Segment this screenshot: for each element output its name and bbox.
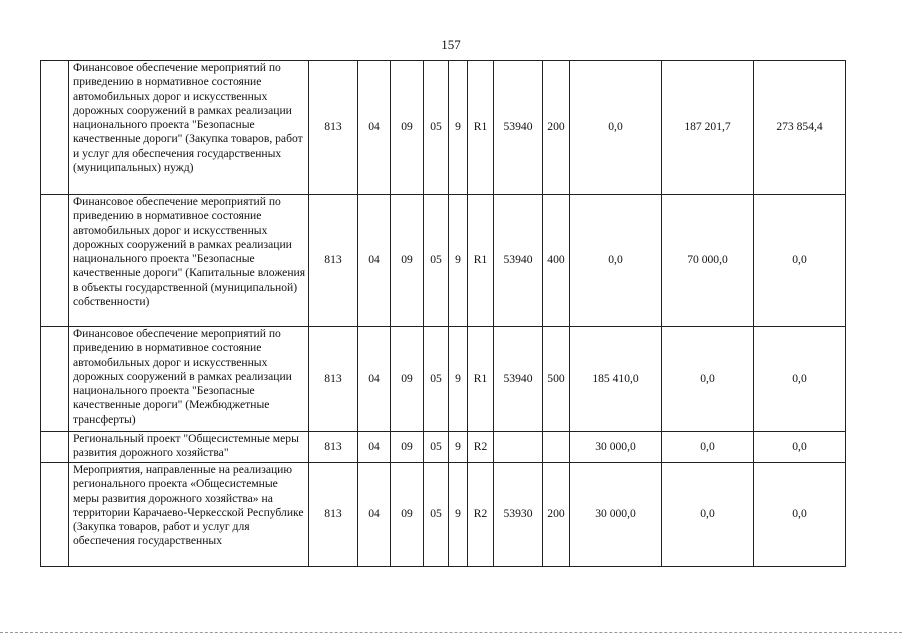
ministry-code-cell: 813 [309,61,358,195]
table-row [41,463,846,567]
amount-year1-cell: 185 410,0 [570,327,662,432]
program-code-cell: 05 [424,463,449,567]
amount-year2-cell: 70 000,0 [662,195,754,327]
subprogram-code-cell: 9 [449,463,468,567]
subsection-code-cell: 09 [391,432,424,463]
number-cell [41,327,69,432]
amount-year2-cell: 0,0 [662,327,754,432]
expense-type-cell [543,432,570,463]
section-code-cell: 04 [358,61,391,195]
number-cell [41,195,69,327]
table-row [41,432,846,463]
amount-year3-cell: 0,0 [754,195,846,327]
program-code-cell: 05 [424,432,449,463]
direction-code-cell [494,432,543,463]
project-code-cell: R1 [468,195,494,327]
description-cell: Мероприятия, направленные на реализацию регионального проекта «Общесистемные меры развития дорожного хозяйства» на территории Карачаево-Черкесской Республике (Закупка товаров, работ и услуг для обеспечения государственных [69,463,309,567]
subprogram-code-cell: 9 [449,195,468,327]
amount-year1-cell: 0,0 [570,61,662,195]
program-code-cell: 05 [424,327,449,432]
project-code-cell: R2 [468,432,494,463]
budget-table [40,60,846,567]
ministry-code-cell: 813 [309,463,358,567]
project-code-cell: R1 [468,61,494,195]
subprogram-code-cell: 9 [449,327,468,432]
subsection-code-cell: 09 [391,327,424,432]
amount-year3-cell: 273 854,4 [754,61,846,195]
program-code-cell: 05 [424,195,449,327]
amount-year2-cell: 0,0 [662,432,754,463]
number-cell [41,61,69,195]
direction-code-cell: 53940 [494,195,543,327]
subprogram-code-cell: 9 [449,61,468,195]
scan-edge-line [0,632,902,634]
section-code-cell: 04 [358,327,391,432]
amount-year1-cell: 30 000,0 [570,432,662,463]
description-cell: Региональный проект "Общесистемные меры развития дорожного хозяйства" [69,432,309,463]
number-cell [41,463,69,567]
expense-type-cell: 200 [543,463,570,567]
amount-year3-cell: 0,0 [754,327,846,432]
amount-year2-cell: 0,0 [662,463,754,567]
amount-year2-cell: 187 201,7 [662,61,754,195]
ministry-code-cell: 813 [309,432,358,463]
project-code-cell: R2 [468,463,494,567]
subsection-code-cell: 09 [391,195,424,327]
subprogram-code-cell: 9 [449,432,468,463]
amount-year1-cell: 0,0 [570,195,662,327]
subsection-code-cell: 09 [391,61,424,195]
program-code-cell: 05 [424,61,449,195]
table-row [41,195,846,327]
section-code-cell: 04 [358,432,391,463]
table-row [41,327,846,432]
amount-year1-cell: 30 000,0 [570,463,662,567]
expense-type-cell: 200 [543,61,570,195]
amount-year3-cell: 0,0 [754,432,846,463]
number-cell [41,432,69,463]
direction-code-cell: 53930 [494,463,543,567]
ministry-code-cell: 813 [309,327,358,432]
section-code-cell: 04 [358,195,391,327]
section-code-cell: 04 [358,463,391,567]
project-code-cell: R1 [468,327,494,432]
expense-type-cell: 500 [543,327,570,432]
direction-code-cell: 53940 [494,61,543,195]
description-cell: Финансовое обеспечение мероприятий по приведению в нормативное состояние автомобильных дорог и искусственных дорожных сооружений в рамках реализации национального проекта "Безопасные качественные дороги" (Межбюджетные трансферты) [69,327,309,432]
description-cell: Финансовое обеспечение мероприятий по приведению в нормативное состояние автомобильных дорог и искусственных дорожных сооружений в рамках реализации национального проекта "Безопасные качественные дороги" (Закупка товаров, работ и услуг для обеспечения государственных (муниципальных) нужд) [69,61,309,195]
amount-year3-cell: 0,0 [754,463,846,567]
ministry-code-cell: 813 [309,195,358,327]
expense-type-cell: 400 [543,195,570,327]
direction-code-cell: 53940 [494,327,543,432]
page-number: 157 [441,37,461,52]
description-cell: Финансовое обеспечение мероприятий по приведению в нормативное состояние автомобильных дорог и искусственных дорожных сооружений в рамках реализации национального проекта "Безопасные качественные дороги" (Капитальные вложения в объекты государственной (муниципальной) собственности) [69,195,309,327]
subsection-code-cell: 09 [391,463,424,567]
table-row [41,61,846,195]
